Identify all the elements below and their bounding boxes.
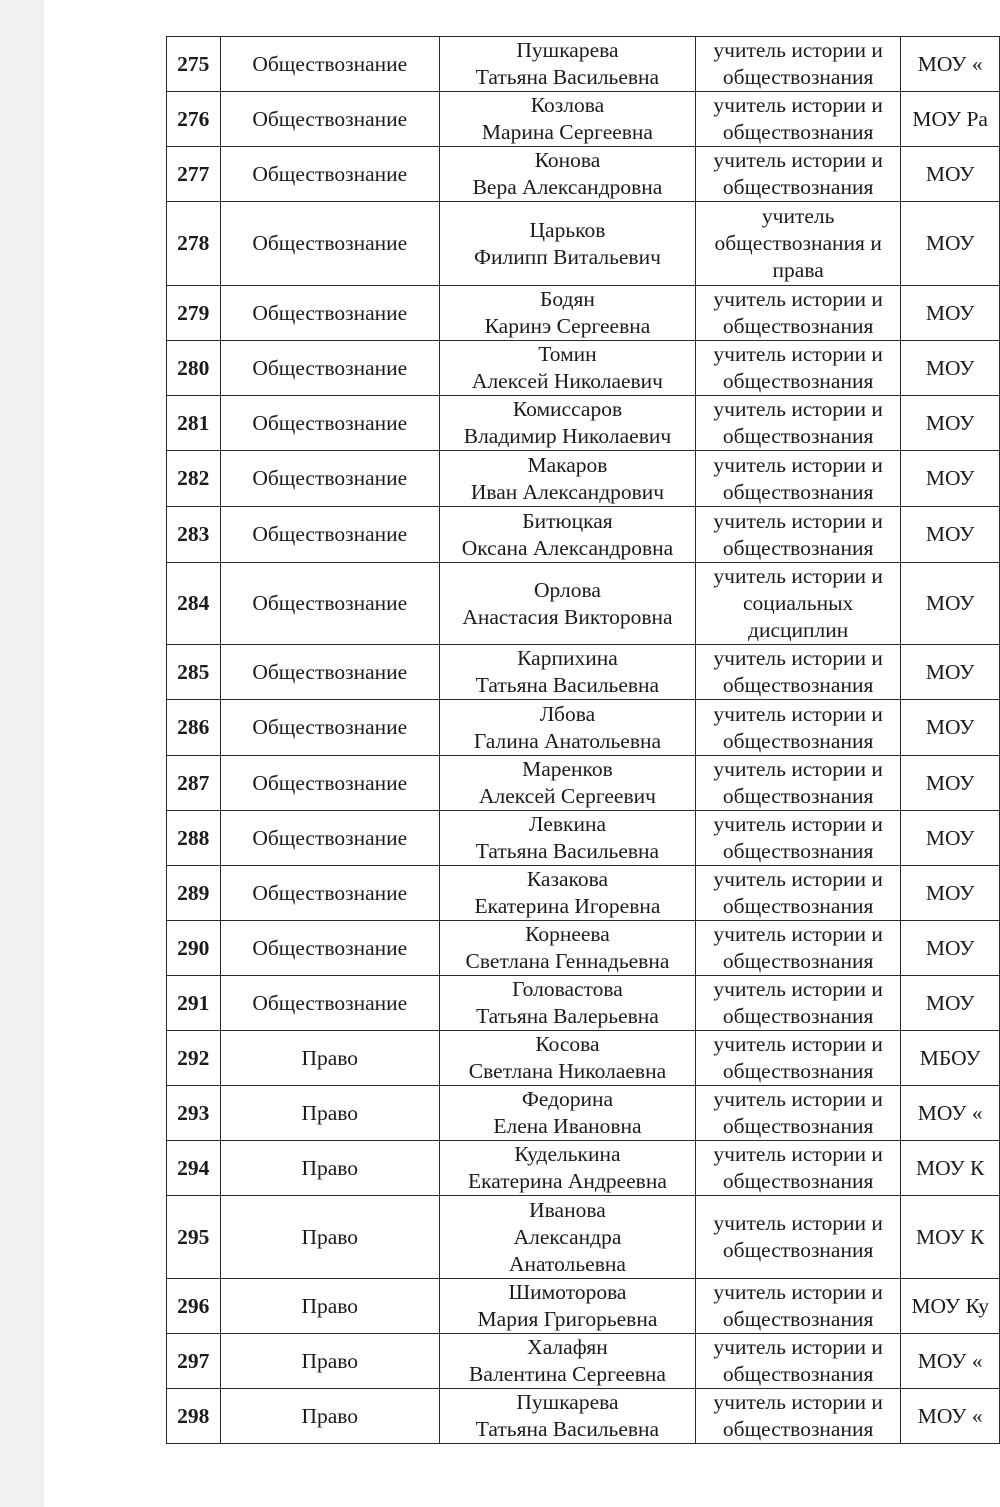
subject-cell: Обществознание xyxy=(220,976,439,1031)
position-line: учитель истории и xyxy=(713,508,883,533)
organization-cell: МОУ xyxy=(901,811,1000,866)
position-cell xyxy=(695,1389,901,1444)
teacher-surname: Царьков xyxy=(529,217,606,242)
teacher-name-cell xyxy=(440,1279,696,1334)
position-line: учитель истории и xyxy=(713,701,883,726)
teacher-given-name: Мария Григорьевна xyxy=(477,1307,658,1331)
position-line: обществознания xyxy=(722,314,874,338)
teacher-surname: Лбова xyxy=(539,701,596,726)
row-number: 293 xyxy=(167,1086,221,1141)
teacher-surname: Корнеева xyxy=(525,922,610,946)
table-row xyxy=(167,1334,1000,1389)
teacher-surname: Куделькина xyxy=(514,1142,621,1166)
row-number: 282 xyxy=(167,451,221,507)
position-line: учитель истории и xyxy=(713,38,883,62)
teacher-given-name: Александра xyxy=(513,1224,622,1249)
teacher-surname: Халафян xyxy=(527,1335,608,1359)
teacher-given-name: Татьяна Васильевна xyxy=(475,65,660,89)
table-row xyxy=(167,37,1000,92)
position-line: учитель истории и xyxy=(713,1335,883,1359)
organization-cell: МОУ xyxy=(901,147,1000,202)
teacher-given-name: Алексей Николаевич xyxy=(471,369,663,393)
organization-cell: МОУ Ку xyxy=(901,1279,1000,1334)
position-line: учитель истории и xyxy=(713,1280,883,1304)
position-cell xyxy=(695,1141,901,1196)
position-cell xyxy=(695,396,901,451)
organization-cell: МОУ xyxy=(901,286,1000,341)
teacher-given-name: Алексей Сергеевич xyxy=(478,784,656,808)
position-cell xyxy=(695,1086,901,1141)
teacher-given-name: Екатерина Игоревна xyxy=(474,894,661,918)
teacher-name-cell xyxy=(440,756,696,811)
teacher-surname: Левкина xyxy=(528,812,607,836)
position-cell xyxy=(695,147,901,202)
teacher-given-name: Иван Александрович xyxy=(470,479,665,504)
row-number: 279 xyxy=(167,286,221,341)
table-row xyxy=(167,507,1000,563)
teacher-surname: Иванова xyxy=(529,1197,606,1222)
position-cell xyxy=(695,1334,901,1389)
subject-cell: Обществознание xyxy=(220,92,439,147)
position-cell xyxy=(695,1279,901,1334)
position-line: учитель истории и xyxy=(713,757,883,781)
teacher-surname: Пушкарева xyxy=(516,38,619,62)
teacher-surname: Казакова xyxy=(526,867,609,891)
teacher-given-name: Галина Анатольевна xyxy=(473,728,662,753)
position-line: обществознания xyxy=(722,1059,874,1083)
table-row xyxy=(167,700,1000,756)
teacher-name-cell xyxy=(440,451,696,507)
organization-cell: МОУ xyxy=(901,202,1000,286)
subject-cell: Право xyxy=(220,1279,439,1334)
subject-cell: Право xyxy=(220,1141,439,1196)
position-line: учитель истории и xyxy=(713,452,883,477)
position-cell xyxy=(695,976,901,1031)
teacher-name-cell xyxy=(440,811,696,866)
document-page xyxy=(44,0,1000,1507)
table-row xyxy=(167,341,1000,396)
position-line: учитель истории и xyxy=(713,1390,883,1414)
position-line: учитель xyxy=(761,204,835,228)
teacher-name-cell xyxy=(440,700,696,756)
organization-cell: МОУ xyxy=(901,451,1000,507)
table-row xyxy=(167,202,1000,286)
teacher-given-name: Вера Александровна xyxy=(472,175,663,199)
teacher-surname: Комиссаров xyxy=(512,397,623,421)
row-number: 283 xyxy=(167,507,221,563)
row-number: 280 xyxy=(167,341,221,396)
teacher-given-name: Владимир Николаевич xyxy=(463,424,672,448)
position-line: обществознания xyxy=(722,1307,874,1331)
position-cell xyxy=(695,92,901,147)
position-line: учитель истории и xyxy=(713,397,883,421)
teacher-surname: Карпихина xyxy=(517,646,618,670)
organization-cell: МОУ xyxy=(901,507,1000,563)
teacher-given-name: Филипп Витальевич xyxy=(474,244,661,269)
teacher-name-cell xyxy=(440,976,696,1031)
table-row xyxy=(167,563,1000,645)
row-number: 295 xyxy=(167,1196,221,1279)
position-line: учитель истории и xyxy=(713,977,883,1001)
row-number: 277 xyxy=(167,147,221,202)
position-line: учитель истории и xyxy=(713,1032,883,1056)
position-line: учитель истории и xyxy=(713,1142,883,1166)
table-row xyxy=(167,286,1000,341)
table-row xyxy=(167,1196,1000,1279)
position-cell xyxy=(695,811,901,866)
position-line: учитель истории и xyxy=(713,922,883,946)
row-number: 276 xyxy=(167,92,221,147)
position-line: обществознания xyxy=(722,175,874,199)
teacher-given-name: Оксана Александровна xyxy=(461,535,674,560)
teacher-name-cell xyxy=(440,563,696,645)
position-line: социальных xyxy=(743,591,854,615)
subject-cell: Обществознание xyxy=(220,507,439,563)
organization-cell: МОУ xyxy=(901,700,1000,756)
position-line: обществознания xyxy=(722,784,874,808)
subject-cell: Право xyxy=(220,1086,439,1141)
row-number: 291 xyxy=(167,976,221,1031)
organization-cell: МОУ « xyxy=(901,1334,1000,1389)
position-line: обществознания xyxy=(722,839,874,863)
position-line: обществознания и xyxy=(714,231,882,255)
organization-cell: МОУ К xyxy=(901,1196,1000,1279)
teacher-given-name: Светлана Геннадьевна xyxy=(465,949,670,973)
subject-cell: Право xyxy=(220,1334,439,1389)
position-line: учитель истории и xyxy=(713,564,883,588)
teacher-given-name: Татьяна Васильевна xyxy=(475,839,660,863)
table-row xyxy=(167,451,1000,507)
position-line: обществознания xyxy=(722,728,874,753)
position-cell xyxy=(695,700,901,756)
subject-cell: Обществознание xyxy=(220,451,439,507)
teacher-surname: Макаров xyxy=(527,452,608,477)
organization-cell: МОУ xyxy=(901,921,1000,976)
position-cell xyxy=(695,563,901,645)
teacher-name-cell xyxy=(440,645,696,700)
row-number: 287 xyxy=(167,756,221,811)
row-number: 284 xyxy=(167,563,221,645)
teacher-surname: Козлова xyxy=(530,93,605,117)
position-cell xyxy=(695,507,901,563)
organization-cell: МОУ xyxy=(901,866,1000,921)
position-cell xyxy=(695,286,901,341)
subject-cell: Обществознание xyxy=(220,286,439,341)
row-number: 294 xyxy=(167,1141,221,1196)
position-line: учитель истории и xyxy=(713,867,883,891)
position-line: учитель истории и xyxy=(713,1087,883,1111)
row-number: 296 xyxy=(167,1279,221,1334)
position-cell xyxy=(695,451,901,507)
position-line: учитель истории и xyxy=(713,646,883,670)
teacher-name-cell xyxy=(440,286,696,341)
row-number: 278 xyxy=(167,202,221,286)
position-line: учитель истории и xyxy=(713,148,883,172)
teacher-surname: Бодян xyxy=(540,287,595,311)
position-line: обществознания xyxy=(722,65,874,89)
teacher-surname: Конова xyxy=(534,148,601,172)
organization-cell: МОУ xyxy=(901,756,1000,811)
table-row xyxy=(167,866,1000,921)
teacher-given-name: Екатерина Андреевна xyxy=(468,1169,667,1193)
row-number: 275 xyxy=(167,37,221,92)
table-row xyxy=(167,1031,1000,1086)
position-line: обществознания xyxy=(722,1238,874,1262)
subject-cell: Обществознание xyxy=(220,756,439,811)
table-row xyxy=(167,976,1000,1031)
subject-cell: Обществознание xyxy=(220,700,439,756)
position-line: обществознания xyxy=(722,424,874,448)
row-number: 289 xyxy=(167,866,221,921)
subject-cell: Обществознание xyxy=(220,866,439,921)
teacher-name-cell xyxy=(440,1031,696,1086)
teacher-surname: Пушкарева xyxy=(516,1390,619,1414)
position-cell xyxy=(695,341,901,396)
teacher-surname: Томин xyxy=(538,342,597,366)
position-cell xyxy=(695,202,901,286)
table-row xyxy=(167,396,1000,451)
position-line: обществознания xyxy=(722,894,874,918)
position-line: обществознания xyxy=(722,1004,874,1028)
teacher-given-name: Каринэ Сергеевна xyxy=(484,314,651,338)
table-row xyxy=(167,147,1000,202)
teacher-surname: Битюцкая xyxy=(522,508,613,533)
teacher-name-cell xyxy=(440,341,696,396)
teacher-patronymic: Анатольевна xyxy=(509,1251,626,1276)
row-number: 297 xyxy=(167,1334,221,1389)
table-row xyxy=(167,92,1000,147)
organization-cell: МОУ « xyxy=(901,1086,1000,1141)
row-number: 288 xyxy=(167,811,221,866)
position-line: учитель истории и xyxy=(713,287,883,311)
row-number: 290 xyxy=(167,921,221,976)
teacher-name-cell xyxy=(440,202,696,286)
teacher-surname: Косова xyxy=(535,1032,600,1056)
teacher-given-name: Татьяна Васильевна xyxy=(475,673,660,697)
position-line: обществознания xyxy=(722,1169,874,1193)
teacher-surname: Орлова xyxy=(534,577,601,602)
position-line: обществознания xyxy=(722,673,874,697)
position-line: обществознания xyxy=(722,1362,874,1386)
teacher-surname: Федорина xyxy=(521,1087,614,1111)
subject-cell: Обществознание xyxy=(220,202,439,286)
table-row xyxy=(167,645,1000,700)
row-number: 285 xyxy=(167,645,221,700)
position-cell xyxy=(695,645,901,700)
teacher-name-cell xyxy=(440,147,696,202)
position-line: обществознания xyxy=(722,1417,874,1441)
teacher-name-cell xyxy=(440,1196,696,1279)
position-line: учитель истории и xyxy=(713,342,883,366)
subject-cell: Право xyxy=(220,1031,439,1086)
subject-cell: Обществознание xyxy=(220,921,439,976)
teacher-given-name: Татьяна Валерьевна xyxy=(476,1004,659,1028)
table-row xyxy=(167,1389,1000,1444)
table-row xyxy=(167,756,1000,811)
organization-cell: МОУ К xyxy=(901,1141,1000,1196)
subject-cell: Обществознание xyxy=(220,563,439,645)
teacher-given-name: Елена Ивановна xyxy=(493,1114,642,1138)
teacher-name-cell xyxy=(440,1141,696,1196)
teacher-name-cell xyxy=(440,921,696,976)
table-row xyxy=(167,811,1000,866)
position-line: обществознания xyxy=(722,120,874,144)
teacher-name-cell xyxy=(440,92,696,147)
position-cell xyxy=(695,1196,901,1279)
organization-cell: МОУ Ра xyxy=(901,92,1000,147)
position-cell xyxy=(695,1031,901,1086)
teacher-roster-table xyxy=(166,36,1000,1444)
teacher-given-name: Анастасия Викторовна xyxy=(462,604,673,629)
table-row xyxy=(167,1141,1000,1196)
teacher-surname: Шимоторова xyxy=(508,1280,627,1304)
organization-cell: МОУ xyxy=(901,645,1000,700)
position-cell xyxy=(695,866,901,921)
row-number: 292 xyxy=(167,1031,221,1086)
subject-cell: Обществознание xyxy=(220,811,439,866)
position-line: учитель истории и xyxy=(713,1211,883,1235)
subject-cell: Право xyxy=(220,1389,439,1444)
teacher-surname: Головастова xyxy=(512,977,623,1001)
position-line: обществознания xyxy=(722,1114,874,1138)
position-line: обществознания xyxy=(722,369,874,393)
teacher-name-cell xyxy=(440,37,696,92)
row-number: 281 xyxy=(167,396,221,451)
teacher-given-name: Валентина Сергеевна xyxy=(469,1362,666,1386)
teacher-name-cell xyxy=(440,1086,696,1141)
position-line: учитель истории и xyxy=(713,93,883,117)
organization-cell: МОУ xyxy=(901,563,1000,645)
teacher-name-cell xyxy=(440,1334,696,1389)
subject-cell: Обществознание xyxy=(220,396,439,451)
teacher-surname: Маренков xyxy=(522,757,613,781)
position-line: обществознания xyxy=(722,535,874,560)
position-cell xyxy=(695,756,901,811)
organization-cell: МОУ xyxy=(901,396,1000,451)
position-line: права xyxy=(772,258,824,282)
row-number: 286 xyxy=(167,700,221,756)
teacher-given-name: Марина Сергеевна xyxy=(481,120,653,144)
table-row xyxy=(167,1279,1000,1334)
teacher-name-cell xyxy=(440,866,696,921)
organization-cell: МОУ « xyxy=(901,37,1000,92)
subject-cell: Обществознание xyxy=(220,147,439,202)
position-line: обществознания xyxy=(722,479,874,504)
organization-cell: МОУ « xyxy=(901,1389,1000,1444)
teacher-given-name: Татьяна Васильевна xyxy=(475,1417,660,1441)
organization-cell: МОУ xyxy=(901,341,1000,396)
organization-cell: МОУ xyxy=(901,976,1000,1031)
table-row xyxy=(167,1086,1000,1141)
position-line: учитель истории и xyxy=(713,812,883,836)
teacher-name-cell xyxy=(440,507,696,563)
row-number: 298 xyxy=(167,1389,221,1444)
roster-body xyxy=(167,37,1000,1444)
subject-cell: Обществознание xyxy=(220,37,439,92)
organization-cell: МБОУ xyxy=(901,1031,1000,1086)
subject-cell: Право xyxy=(220,1196,439,1279)
subject-cell: Обществознание xyxy=(220,341,439,396)
teacher-given-name: Светлана Николаевна xyxy=(468,1059,667,1083)
position-cell xyxy=(695,921,901,976)
teacher-name-cell xyxy=(440,396,696,451)
position-cell xyxy=(695,37,901,92)
table-row xyxy=(167,921,1000,976)
position-line: дисциплин xyxy=(748,618,849,642)
position-line: обществознания xyxy=(722,949,874,973)
subject-cell: Обществознание xyxy=(220,645,439,700)
teacher-name-cell xyxy=(440,1389,696,1444)
